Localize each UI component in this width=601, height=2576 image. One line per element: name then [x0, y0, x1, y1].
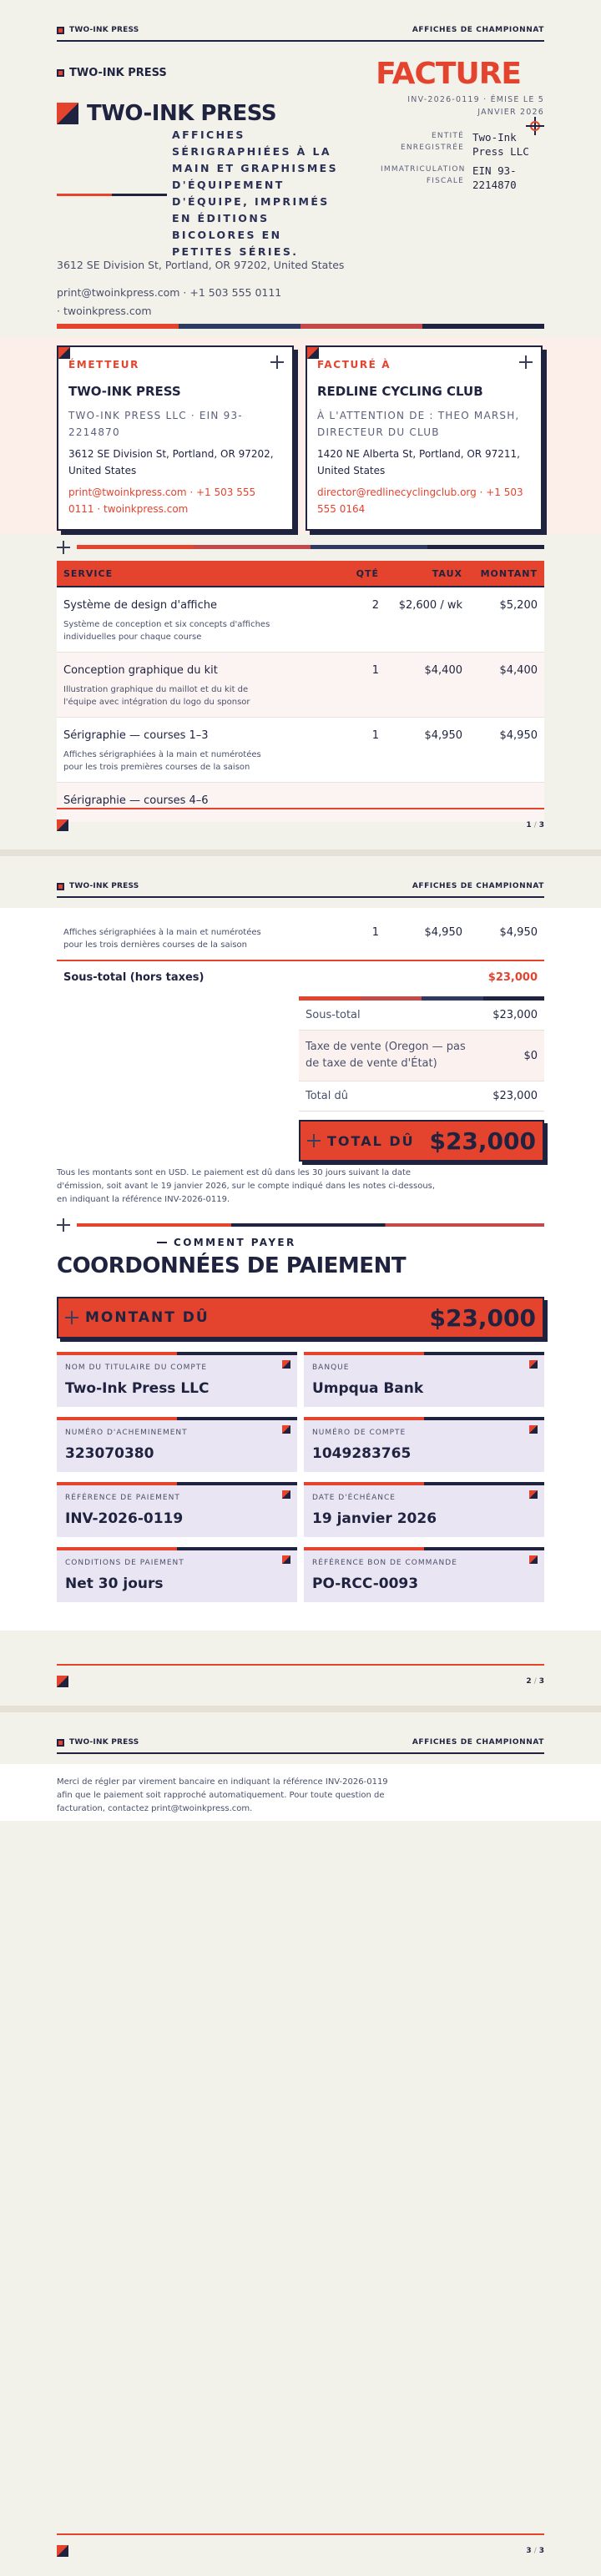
footer-logo-icon [57, 1676, 68, 1687]
header-brand-text: TWO-INK PRESS [69, 1738, 139, 1747]
to-sub: À L'ATTENTION DE : THEO MARSH, DIRECTEUR DU CLUB [317, 410, 520, 438]
header-rule [57, 1752, 544, 1754]
plus-icon [57, 541, 70, 554]
totals-block [299, 996, 544, 1162]
footer-rule [57, 2533, 544, 2535]
row-title: Sérigraphie — courses 1–3 [63, 729, 209, 742]
plus-icon [307, 1134, 321, 1147]
invoice-title: FACTURE [376, 57, 521, 91]
corner-mark-icon [529, 1490, 538, 1499]
row-desc: Illustration graphique du maillot et du kit de l'équipe avec intégration du logo du sponsor [63, 685, 250, 707]
row-title: Conception graphique du kit [63, 664, 218, 677]
col-service: SERVICE [63, 567, 114, 579]
row-amount: $5,200 [499, 599, 538, 612]
from-card [57, 345, 294, 531]
row-rate: $4,950 [424, 729, 462, 742]
brand-square-icon [57, 27, 64, 34]
from-label: ÉMETTEUR [68, 359, 139, 371]
row-qty: 2 [371, 599, 379, 612]
table-header [57, 561, 544, 587]
totals-subtotal: Sous-total $23,000 [299, 1001, 544, 1031]
page-number: 2 / 3 [526, 1677, 544, 1686]
header-brand-text: TWO-INK PRESS [69, 26, 139, 34]
subtotal-row [57, 960, 544, 994]
tax-id-label: IMMATRICULATION FISCALE [381, 165, 466, 185]
grand-total-value: $23,000 [422, 1122, 543, 1160]
corner-mark-icon [529, 1555, 538, 1564]
footer [57, 819, 544, 831]
header-right: AFFICHES DE CHAMPIONNAT [412, 26, 544, 34]
to-card [306, 345, 543, 531]
tagline: AFFICHES SÉRIGRAPHIÉES À LA MAIN ET GRAPHISMES D'ÉQUIPEMENT D'ÉQUIPE, IMPRIMÉS EN ÉDITIONS BICOLORES EN PETITES SÉRIES. [172, 129, 339, 258]
row-qty: 1 [371, 729, 379, 742]
amount-due-bar [57, 1297, 544, 1338]
running-header [0, 0, 601, 40]
footer-logo-icon [57, 2545, 68, 2557]
to-name: REDLINE CYCLING CLUB [317, 384, 483, 399]
header-brand [57, 882, 139, 890]
subtotal-value: $23,000 [487, 971, 538, 984]
crosshair-icon [526, 117, 544, 135]
payment-card: CONDITIONS DE PAIEMENT Net 30 jours [57, 1547, 297, 1602]
subtotal-label: Sous-total (hors taxes) [63, 971, 205, 984]
col-qty: QTÉ [356, 567, 379, 579]
plus-icon [57, 1218, 70, 1232]
top-ribbon [57, 324, 544, 329]
page-1 [0, 0, 601, 849]
corner-mark-icon [282, 1360, 290, 1369]
page-separator [0, 849, 601, 856]
corner-mark-icon [282, 1555, 290, 1564]
brand-square-icon [57, 1739, 64, 1747]
footer-rule [57, 1664, 544, 1666]
corner-mark-icon [529, 1360, 538, 1369]
brand-square-icon [57, 69, 64, 77]
tagline-bar [57, 194, 167, 196]
table-row [57, 783, 544, 822]
closing-note: Merci de régler par virement bancaire en indiquant la référence INV-2026-0119 afin que le paiement soit rapproché automatiquement. Pour toute question de facturation, contactez print@twoinkpress.com. [57, 1777, 388, 1813]
footer [57, 1676, 544, 1687]
to-address: 1420 NE Alberta St, Portland, OR 97211, United States [317, 448, 520, 476]
row-title: Système de design d'affiche [63, 599, 217, 612]
row-amount: $4,400 [499, 664, 538, 677]
page-2 [0, 856, 601, 1706]
corner-mark-icon [307, 347, 319, 359]
running-header [0, 856, 601, 896]
issuer-contact [57, 284, 281, 320]
issuer-contact-line2: · twoinkpress.com [57, 305, 152, 317]
corner-mark-icon [529, 1425, 538, 1434]
row-desc: Affiches sérigraphiées à la main et numérotées pour les trois dernières courses de la saison [63, 928, 261, 950]
header-right: AFFICHES DE CHAMPIONNAT [412, 882, 544, 890]
grand-total-label: TOTAL DÛ [327, 1132, 415, 1149]
payment-card: NUMÉRO DE COMPTE 1049283765 [304, 1417, 544, 1472]
footer [57, 2545, 544, 2557]
invoice-meta: INV-2026-0119 · ÉMISE LE 5 JANVIER 2026 [407, 95, 544, 117]
plus-icon [519, 355, 533, 369]
page-number: 3 / 3 [526, 2547, 544, 2555]
payment-details-grid [57, 1352, 544, 1602]
table-row [57, 718, 544, 783]
payment-note: Tous les montants sont en USD. Le paiement est dû dans les 30 jours suivant la date d'émission, soit avant le 19 janvier 2026, sur le compte indiqué dans les notes ci-dessous, en indiquant la référence INV-2026-0119. [57, 1168, 436, 1204]
payment-card: RÉFÉRENCE DE PAIEMENT INV-2026-0119 [57, 1482, 297, 1537]
line-items-table-cont [57, 918, 544, 994]
entity-value: Two-Ink Press LLC [472, 131, 529, 158]
payment-card: RÉFÉRENCE BON DE COMMANDE PO-RCC-0093 [304, 1547, 544, 1602]
footer-rule [57, 808, 544, 809]
payment-card: DATE D'ÉCHÉANCE 19 janvier 2026 [304, 1482, 544, 1537]
to-label: FACTURÉ À [317, 359, 391, 371]
payment-kicker: COMMENT PAYER [157, 1237, 296, 1248]
tax-id-value: EIN 93-2214870 [472, 164, 517, 191]
col-rate: TAUX [432, 567, 462, 579]
header-rule [57, 896, 544, 898]
plus-icon [270, 355, 284, 369]
corner-mark-icon [282, 1490, 290, 1499]
running-header [0, 1712, 601, 1752]
logo-icon [57, 103, 78, 124]
plus-icon [65, 1311, 78, 1324]
row-title: Sérigraphie — courses 4–6 [63, 794, 209, 807]
page-separator [0, 1706, 601, 1712]
from-contact: print@twoinkpress.com · +1 503 555 0111 · twoinkpress.com [68, 486, 256, 515]
table-row [57, 653, 544, 718]
entity-label: ENTITÉ ENREGISTRÉE [400, 132, 464, 152]
row-qty: 1 [371, 664, 379, 677]
payment-card: BANQUE Umpqua Bank [304, 1352, 544, 1407]
issuer-address: 3612 SE Division St, Portland, OR 97202, United States [57, 259, 345, 271]
grand-total [299, 1120, 544, 1162]
corner-mark-icon [58, 347, 70, 359]
to-contact: director@redlinecyclingclub.org · +1 503 555 0164 [317, 486, 523, 515]
small-brand-text: TWO-INK PRESS [69, 67, 167, 79]
row-rate: $4,950 [424, 926, 462, 939]
from-name: TWO-INK PRESS [68, 384, 181, 399]
parties-band [0, 337, 601, 534]
tax-id-row [352, 164, 544, 192]
row-amount: $4,950 [499, 926, 538, 939]
table-body [57, 587, 544, 822]
row-desc: Affiches sérigraphiées à la main et numérotées pour les trois premières courses de la saison [63, 750, 261, 772]
table-row [57, 587, 544, 653]
payment-title: COORDONNÉES DE PAIEMENT [57, 1253, 407, 1278]
amount-due-label: MONTANT DÛ [85, 1309, 210, 1326]
totals-due: Total dû $23,000 [299, 1081, 544, 1112]
col-amount: MONTANT [480, 567, 538, 579]
table-row [57, 918, 544, 960]
header-right: AFFICHES DE CHAMPIONNAT [412, 1738, 544, 1747]
header-brand [57, 26, 139, 34]
header-brand-text: TWO-INK PRESS [69, 882, 139, 890]
payment-card: NUMÉRO D'ACHEMINEMENT 323070380 [57, 1417, 297, 1472]
entity-row [352, 130, 544, 159]
issuer-contact-line1: print@twoinkpress.com · +1 503 555 0111 [57, 286, 282, 299]
section-ribbon [57, 1218, 544, 1232]
page-3 [0, 1712, 601, 2576]
row-amount: $4,950 [499, 729, 538, 742]
row-rate: $4,400 [424, 664, 462, 677]
from-sub: TWO-INK PRESS LLC · EIN 93-2214870 [68, 410, 243, 438]
footer-logo-icon [57, 819, 68, 831]
big-brand-text: TWO-INK PRESS [87, 101, 277, 126]
page-number: 1 / 3 [526, 821, 544, 829]
row-qty: 1 [371, 926, 379, 939]
from-address: 3612 SE Division St, Portland, OR 97202, United States [68, 448, 274, 476]
row-desc: Système de conception et six concepts d'affiches individuelles pour chaque course [63, 620, 270, 642]
line-items-table [57, 561, 544, 822]
totals-tax: Taxe de vente (Oregon — pas de taxe de vente d'État) $0 [299, 1031, 544, 1081]
payment-card: NOM DU TITULAIRE DU COMPTE Two-Ink Press LLC [57, 1352, 297, 1407]
amount-due-value: $23,000 [429, 1303, 536, 1332]
header-brand [57, 1738, 139, 1747]
brand-square-icon [57, 883, 64, 890]
mid-ribbon [77, 545, 544, 549]
row-rate: $2,600 / wk [398, 599, 462, 612]
corner-mark-icon [282, 1425, 290, 1434]
